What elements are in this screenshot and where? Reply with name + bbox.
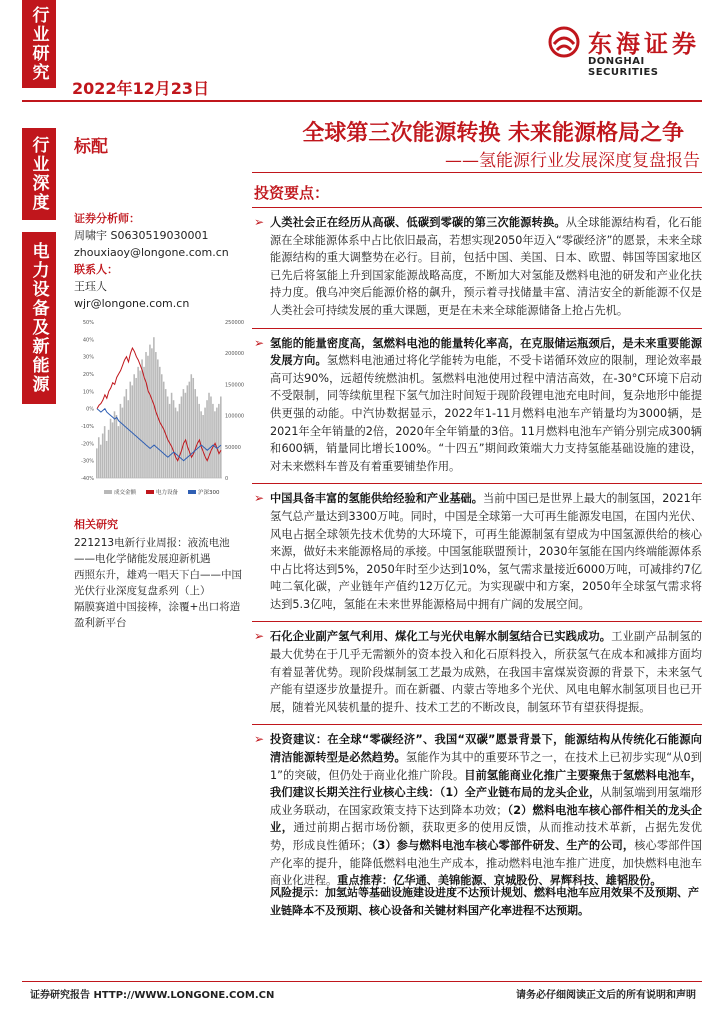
- volume-bar: [192, 378, 194, 478]
- volume-bar: [189, 382, 191, 478]
- bullet-arrow-icon: ➢: [254, 629, 265, 644]
- y-left-tick: 20%: [82, 372, 94, 378]
- volume-bar: [185, 393, 187, 478]
- volume-bar: [122, 408, 124, 478]
- volume-bar: [220, 396, 222, 478]
- bullet-arrow-icon: ➢: [254, 215, 265, 229]
- para-bold: 重点推荐：亿华通、美锦能源、京城股份、昇辉科技、雄韬股份。: [337, 874, 662, 888]
- volume-bar: [102, 434, 104, 478]
- side-label-industry-depth: 行业深度: [22, 128, 56, 220]
- volume-bar: [106, 441, 108, 478]
- volume-bar: [151, 348, 153, 478]
- volume-bar: [173, 400, 175, 478]
- volume-bar: [149, 345, 151, 478]
- legend-swatch: [146, 490, 154, 494]
- volume-bar: [175, 408, 177, 478]
- volume-bar: [139, 371, 141, 478]
- volume-bar: [118, 426, 120, 478]
- volume-bar: [191, 374, 193, 478]
- analyst-name-code: 周啸宇 S0630519030001: [74, 229, 209, 242]
- analyst-email[interactable]: zhouxiaoy@longone.com.cn: [74, 246, 229, 259]
- para-bold: （2）燃料电池车核心部件相关的龙头企业，: [270, 803, 702, 835]
- volume-bar: [143, 367, 145, 478]
- para-text: 通过前期占据市场份额，获取更多的使用反馈，从而推动技术革新，占据先发优势，形成良性循环；: [270, 821, 702, 852]
- y-left-tick: -30%: [81, 458, 94, 465]
- legend-swatch: [104, 490, 112, 494]
- para-bold: （3）参与燃料电池车核心零部件研发、生产的公司，: [371, 839, 635, 852]
- volume-bar: [112, 422, 114, 478]
- analyst-block: [74, 210, 250, 312]
- bullet-arrow-icon: ➢: [254, 335, 265, 350]
- para-text: 氢能作为其中的重要环节之一，在技术上已初步实现“从0到1”的突破，但仍处于商业化推广阶段。: [270, 751, 702, 782]
- volume-bar: [208, 393, 210, 478]
- analyst-label: 证券分析师：: [74, 212, 140, 225]
- legend-label: 成交金额: [114, 490, 137, 496]
- volume-bar: [141, 359, 143, 478]
- volume-bar: [100, 445, 102, 478]
- para-bold: 目前氢能商业化推广主要聚焦于氢燃料电池车，我们建议长期关注行业核心主线：（1）全产业链布局的龙头企业，: [270, 768, 702, 800]
- side-label-sector: 电力设备及新能源: [22, 232, 56, 404]
- volume-bar: [187, 385, 189, 478]
- volume-bar: [120, 404, 122, 478]
- report-title: 全球第三次能源转换 未来能源格局之争: [302, 121, 684, 146]
- key-points: [252, 182, 702, 898]
- para-text: 从全球能源结构看，化石能源在全球能源体系中占比依旧最高，若想实现2050年迈入“零碳经济”的愿景，未来全球能源结构的重大调整势在必行。目前，包括中国、美国、日本、欧盟、韩国等国家地区已先后将氢能上升到国家能源战略高度，不断加大对氢能及燃料电池的研发和产业化扶持力度。俄乌冲突后能源价格的飙升，预示着寻找储量丰富、清洁安全的新能源不仅是人类社会可持续发展的重大课题，更是在未来全球能源储备上抢占先机。: [270, 216, 702, 317]
- volume-bar: [96, 448, 98, 478]
- logo-mark-icon: [548, 26, 580, 58]
- volume-bar: [177, 411, 179, 478]
- y-left-tick: -10%: [81, 424, 94, 430]
- bullet-arrow-icon: ➢: [254, 491, 265, 506]
- volume-bar: [110, 419, 112, 478]
- volume-bar: [128, 400, 130, 478]
- y-right-tick: 200000: [225, 351, 245, 358]
- y-right-tick: 50000: [225, 444, 241, 451]
- section-divider: [252, 207, 702, 208]
- related-item[interactable]: 隔膜赛道中国接棒，涂覆+出口将造盈利新平台: [74, 601, 241, 629]
- brand-name-cn: 东海证券: [588, 29, 700, 58]
- para-bold: 人类社会正在经历从高碳、低碳到零碳的第三次能源转换。: [270, 216, 566, 229]
- volume-bar: [135, 378, 137, 478]
- volume-bar: [145, 352, 147, 478]
- para-bold: 投资建议：在全球“零碳经济”、我国“双碳”愿景背景下，能源结构从传统化石能源向清洁能源转型是必然趋势。: [270, 733, 702, 765]
- para-text: 从制氢端到用氢端形成业务联动，在国家政策支持下达到降本功效；: [270, 786, 702, 817]
- volume-bar: [155, 352, 157, 478]
- y-right-tick: 250000: [225, 320, 245, 326]
- side-label-industry-research: 行业研究: [22, 0, 56, 88]
- volume-bar: [108, 430, 110, 478]
- para-text: 核心零部件国产化率的提升，能降低燃料电池生产成本，推动燃料电池车推广进度，加快燃料电池车商业化进程。: [270, 839, 702, 888]
- volume-bar: [133, 374, 135, 478]
- volume-bar: [126, 389, 128, 478]
- key-points-title: 投资要点：: [254, 184, 330, 202]
- volume-bar: [104, 426, 106, 478]
- report-subtitle: ——氢能源行业发展深度复盘报告: [445, 151, 700, 171]
- chart-svg: [74, 318, 252, 500]
- volume-bar: [179, 404, 181, 478]
- paragraph-energy-density: [252, 335, 702, 476]
- section-divider: [252, 621, 702, 622]
- related-title: 相关研究: [74, 518, 118, 531]
- legend-label: 电力设备: [156, 490, 179, 496]
- section-divider: [252, 724, 702, 725]
- related-item[interactable]: 221213电新行业周报：液流电池——电化学储能发展迎新机遇: [74, 537, 230, 565]
- volume-bar: [114, 411, 116, 478]
- para-bold: 中国具备丰富的氢能供给经验和产业基础。: [270, 492, 483, 506]
- y-left-tick: -40%: [81, 476, 94, 482]
- para-text: 氢燃料电池通过将化学能转为电能，不受卡诺循环效应的限制，理论效率最高可达90%，远超传统燃油机。氢燃料电池使用过程中清洁高效，在-30°C环境下启动不受限制，同等续航里程下氢气加注时间短于现阶段锂电池充电时间，复杂地形中能提供更强的动能。中汽协数据显示，2022年1-11月燃料电池车产销量均为3000辆，是2021年全年销量的2倍，2020年全年销量的3倍。11月燃料电池车产销分别完成300辆和600辆，销量同比增长100%。“十四五”期间政策端大力支持氢能基础设施的建设，对未来燃料车普及有着重要铺垫作用。: [270, 354, 702, 473]
- footer-website[interactable]: 证券研究报告 HTTP://WWW.LONGONE.COM.CN: [30, 990, 275, 1001]
- paragraph-investment-advice: [252, 731, 702, 889]
- risk-warning: 风险提示：加氢站等基础设施建设进度不达预计规划、燃料电池车应用效果不及预期、产业链降本不及预期、核心设备和关键材料国产化率进程不达预期。: [270, 886, 699, 917]
- volume-bar: [116, 415, 118, 478]
- y-left-tick: -20%: [81, 441, 94, 448]
- volume-bar: [216, 408, 218, 478]
- brand-logo: [548, 22, 708, 78]
- volume-bar: [218, 404, 220, 478]
- footer-disclaimer: 请务必仔细阅读正文后的所有说明和声明: [516, 990, 696, 1001]
- volume-bar: [181, 396, 183, 478]
- y-right-tick: 100000: [225, 413, 245, 420]
- bullet-arrow-icon: ➢: [254, 732, 265, 747]
- section-divider: [252, 328, 702, 329]
- y-left-tick: 10%: [82, 389, 94, 396]
- legend-swatch: [188, 490, 196, 494]
- footer-divider: [22, 981, 702, 982]
- volume-bar: [98, 437, 100, 478]
- y-left-tick: 40%: [82, 337, 94, 344]
- volume-bar: [194, 389, 196, 478]
- related-research: [74, 517, 250, 631]
- y-right-tick: 150000: [225, 382, 245, 389]
- volume-bar: [169, 404, 171, 478]
- para-bold: 氢能的能量密度高，氢燃料电池的能量转化率高，在克服储运瓶颈后，是未来重要能源发展方向。: [270, 336, 702, 368]
- volume-bar: [212, 404, 214, 478]
- volume-bar: [183, 389, 185, 478]
- y-left-tick: 50%: [82, 320, 94, 326]
- contact-name: 王珏人: [74, 280, 107, 293]
- paragraph-china-supply: [252, 490, 702, 613]
- legend-label: 沪深300: [198, 490, 220, 496]
- para-bold: 石化企业副产氢气利用、煤化工与光伏电解水制氢结合已实践成功。: [270, 630, 612, 644]
- contact-email[interactable]: wjr@longone.com.cn: [74, 297, 190, 310]
- volume-bar: [171, 393, 173, 478]
- y-left-tick: 30%: [82, 354, 94, 361]
- title-divider: [252, 172, 702, 173]
- y-right-tick: 0: [225, 476, 229, 482]
- volume-bar: [204, 408, 206, 478]
- report-date: 2022年12月23日: [72, 79, 210, 98]
- brand-name-en: DONGHAI SECURITIES: [588, 56, 659, 78]
- volume-bar: [124, 396, 126, 478]
- volume-bar: [206, 400, 208, 478]
- performance-chart: [74, 318, 252, 500]
- volume-bar: [147, 356, 149, 478]
- contact-label: 联系人：: [74, 263, 118, 276]
- para-text: 当前中国已是世界上最大的制氢国，2021年氢气总产量达到3300万吨。同时，中国是全球第一大可再生能源发电国，在国内光伏、风电占据全球领先技术优势的大环境下，可再生能源制氢有望成为中国氢源供给的核心来源，做好未来能源格局的承接。中国氢能联盟预计，2030年氢能在国内终端能源体系中占比将达到5%，2050年时至少达到10%，氢气需求量接近6000万吨，可减排约7亿吨二氧化碳，产业链年产值约12万亿元。为实现碳中和方案，2050年全球氢气需求将达到5.3亿吨，氢能在未来世界能源格局中拥有广阔的发展空间。: [270, 492, 702, 611]
- related-item[interactable]: 西照东升，雄鸡一唱天下白——中国光伏行业深度复盘系列（上）: [74, 569, 242, 597]
- y-left-tick: 0%: [86, 406, 94, 413]
- volume-bar: [129, 382, 131, 478]
- paragraph-byproduct-hydrogen: [252, 628, 702, 716]
- volume-bar: [137, 367, 139, 478]
- rating-label: 标配: [74, 137, 108, 157]
- para-text: 工业副产品制氢的最大优势在于几乎无需额外的资本投入和化石原料投入，所获氢气在成本和减排方面均有着显著优势。现阶段煤制氢工艺最为成熟，在我国丰富煤炭资源的背景下，未来氢气产能有望逐步放量提升。而在新疆、内蒙古等地多个光伏、风电电解水制氢项目也已开展，随着光风装机量的提升、技术工艺的不断改良，制氢环节有望获得提振。: [270, 630, 702, 714]
- section-divider: [252, 483, 702, 484]
- volume-bar: [210, 396, 212, 478]
- volume-bar: [196, 396, 198, 478]
- paragraph-energy-transition: [252, 214, 702, 320]
- header-divider: [22, 100, 702, 102]
